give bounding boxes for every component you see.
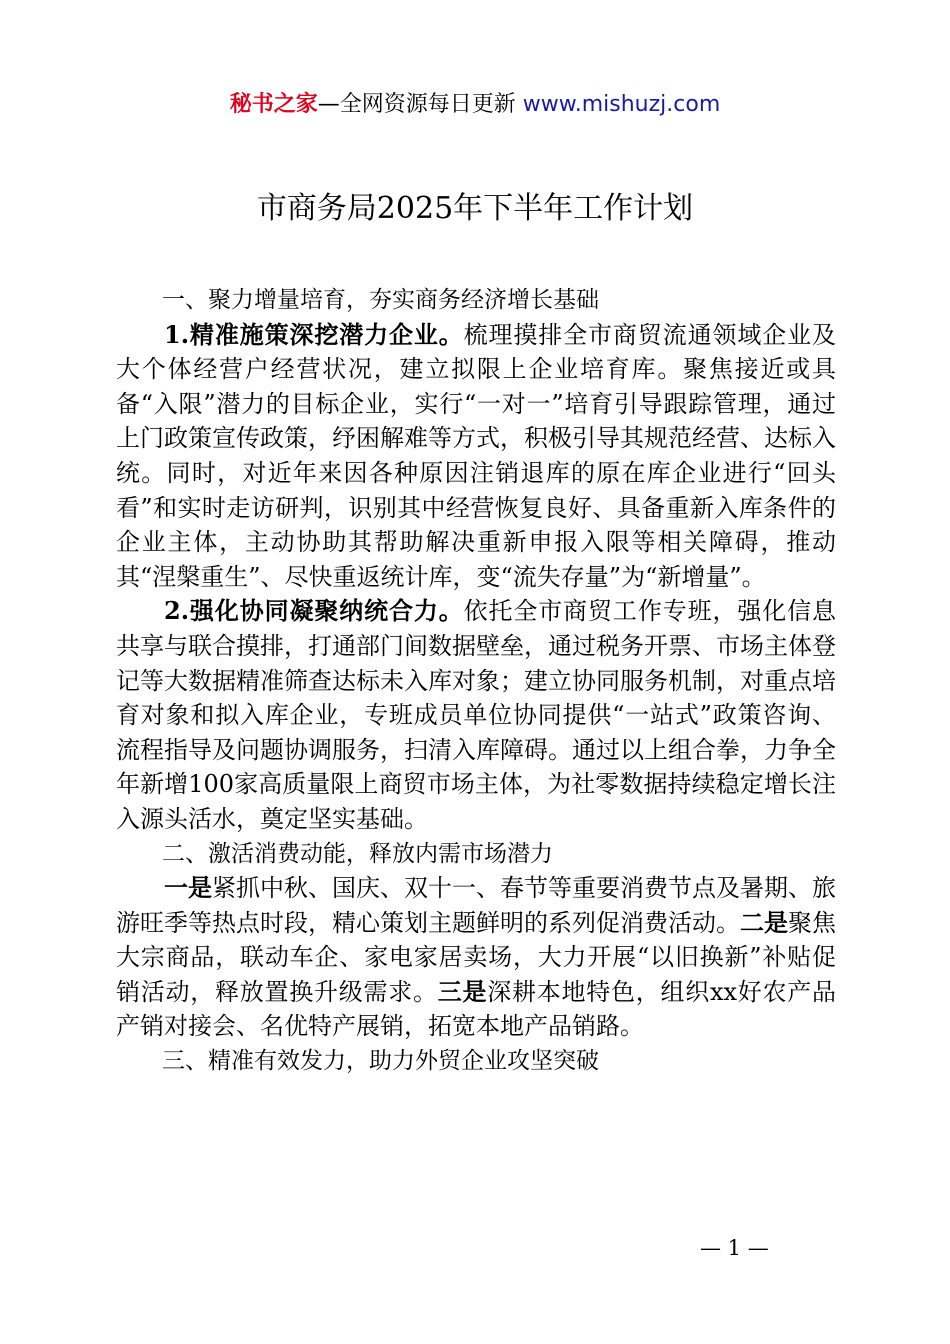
document-title: 市商务局2025年下半年工作计划 — [256, 191, 694, 226]
paragraph-3-text-2: 聚焦大宗商品，联动车企、家电家居卖场，大力开展“以旧换新”补贴促销活动，释放置换升级需求。 — [116, 908, 836, 1006]
paragraph-1-lead: 1.精准施策深挖潜力企业。 — [164, 319, 464, 349]
paragraph-2 — [116, 594, 836, 836]
paragraph-3-text-3: 深耕本地特色，组织xx好农产品产销对接会、名优特产展销，拓宽本地产品销路。 — [116, 977, 837, 1041]
paragraph-1-text: 梳理摸排全市商贸流通领域企业及大个体经营户经营状况，建立拟限上企业培育库。聚焦接近或具备“入限”潜力的目标企业，实行“一对一”培育引导跟踪管理，通过上门政策宣传政策，纾困解难等方式，积极引导其规范经营、达标入统。同时，对近年来因各种原因注销退库的原在库企业进行“回头看”和实时走访研判，识别其中经营恢复良好、具备重新入库条件的企业主体，主动协助其帮助解决重新申报入限等相关障碍，推动其“涅槃重生”、尽快重返统计库，变“流失存量”为“新增量”。 — [116, 320, 836, 591]
paragraph-3-lead-3: 三是 — [437, 976, 488, 1006]
paragraph-3-lead-2: 二是 — [740, 907, 788, 937]
banner-tagline: —全网资源每日更新 — [317, 92, 523, 117]
section-heading-1: 一、聚力增量培育，夯实商务经济增长基础 — [162, 287, 599, 313]
paragraph-3-lead-1: 一是 — [164, 873, 212, 903]
page-number: — 1 — — [700, 1236, 769, 1260]
paragraph-3-text-1: 紧抓中秋、国庆、双十一、春节等重要消费节点及暑期、旅游旺季等热点时段，精心策划主题鲜明的系列促消费活动。 — [116, 874, 836, 937]
banner-url-link[interactable]: www.mishuzj.com — [522, 92, 721, 117]
paragraph-1 — [116, 318, 836, 595]
banner-brand: 秘书之家 — [229, 92, 318, 117]
document-body — [116, 283, 836, 1079]
section-heading-3: 三、精准有效发力，助力外贸企业攻坚突破 — [162, 1048, 599, 1075]
section-heading-2: 二、激活消费动能，释放内需市场潜力 — [162, 840, 553, 867]
paragraph-2-lead: 2.强化协同凝聚纳统合力。 — [164, 596, 464, 626]
paragraph-3 — [116, 871, 836, 1044]
site-banner — [0, 89, 950, 121]
paragraph-2-text: 依托全市商贸工作专班，强化信息共享与联合摸排，打通部门间数据壁垒，通过税务开票、市场主体登记等大数据精准筛查达标未入库对象；建立协同服务机制，对重点培育对象和拟入库企业，专班成员单位协同提供“一站式”政策咨询、流程指导及问题协调服务，扫清入库障碍。通过以上组合拳，力争全年新增100家高质量限上商贸市场主体，为社零数据持续稳定增长注入源头活水，奠定坚实基础。 — [116, 597, 836, 833]
